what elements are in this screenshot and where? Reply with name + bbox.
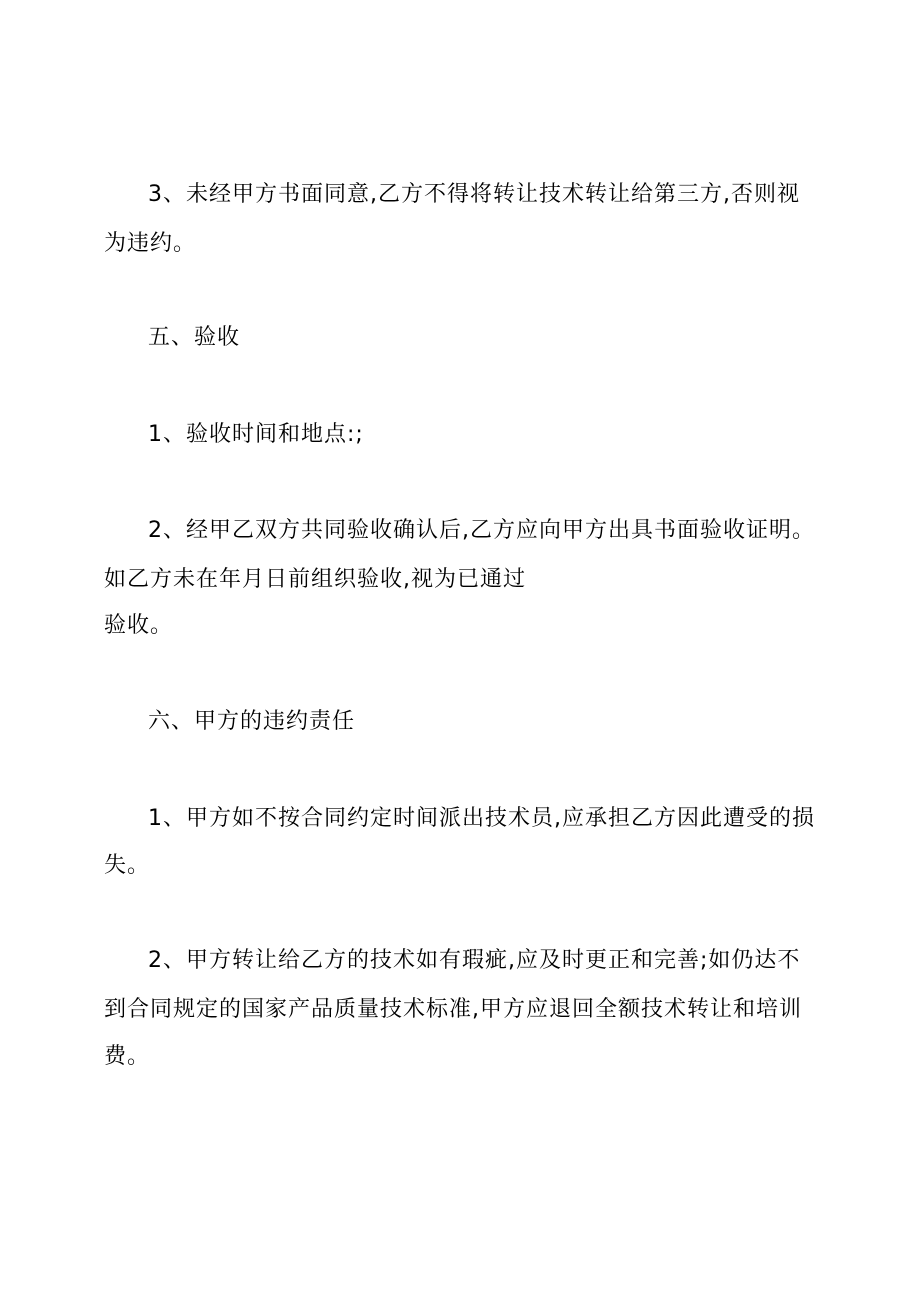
section-6-item-2-line-2: 到合同规定的国家产品质量技术标准,甲方应退回全额技术转让和培训	[104, 997, 802, 1022]
section-5-item-2-line-3: 验收。	[104, 613, 174, 638]
section-6-item-2-line-1: 2、甲方转让给乙方的技术如有瑕疵,应及时更正和完善;如仍达不	[148, 948, 801, 973]
clause-3-line-2: 为违约。	[104, 231, 197, 256]
clause-3-line-1: 3、未经甲方书面同意,乙方不得将转让技术转让给第三方,否则视	[148, 182, 800, 207]
section-6-item-2-line-3: 费。	[104, 1044, 151, 1069]
section-6-item-1-line-1: 1、甲方如不按合同约定时间派出技术员,应承担乙方因此遭受的损	[148, 806, 815, 831]
section-6-item-1-line-2: 失。	[104, 853, 151, 878]
section-5-item-2-line-2: 如乙方未在年月日前组织验收,视为已通过	[104, 567, 526, 592]
section-5-item-1: 1、验收时间和地点:;	[148, 422, 364, 447]
section-6-heading: 六、甲方的违约责任	[148, 709, 356, 734]
section-5-item-2-line-1: 2、经甲乙双方共同验收确认后,乙方应向甲方出具书面验收证明。	[148, 518, 815, 543]
section-5-heading: 五、验收	[148, 325, 241, 350]
